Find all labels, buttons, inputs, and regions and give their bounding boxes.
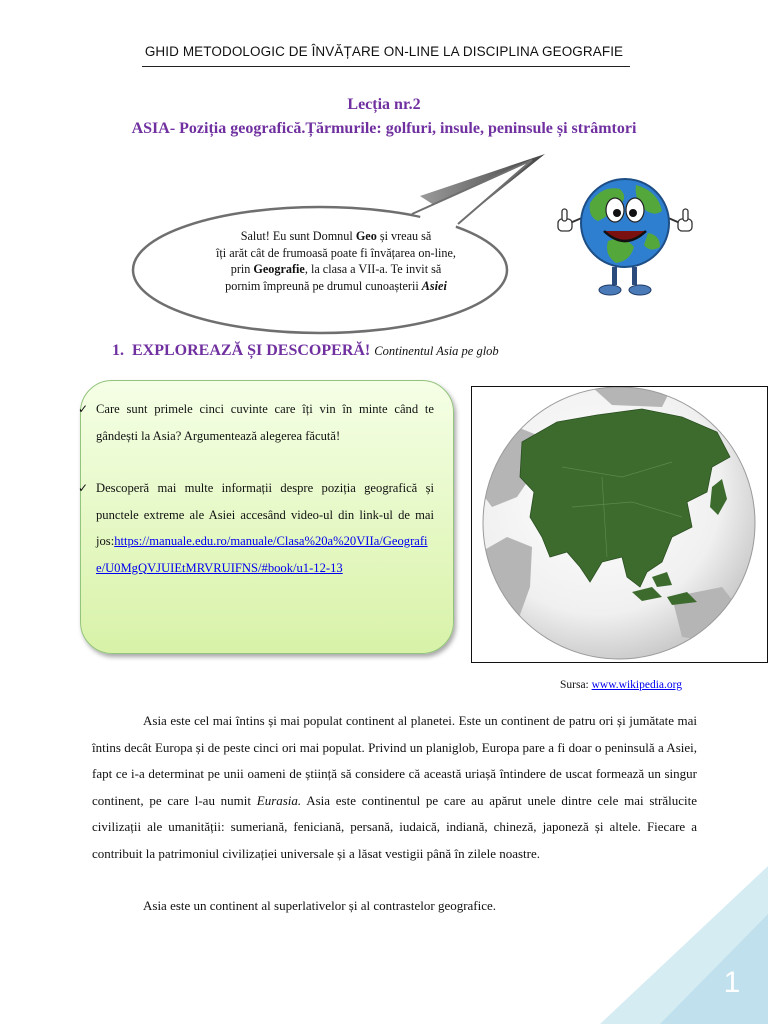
body-paragraph: Asia este un continent al superlativelor și al contrastelor geografice. (143, 898, 497, 913)
section-subtitle: Continentul Asia pe glob (374, 344, 499, 358)
body-paragraph: Asia este cel mai întins și mai populat continent al planetei. Este un continent de patru ori și jumătate mai întins decât Europa și de peste cinci ori mai populat. Privind un planiglob, Europa pare a fi doar o peninsulă a Asiei, fapt ce i-a determinat pe unii oameni de știință să considere că această uriașă întindere de uscat formează un singur continent, pe care l-au numit Eurasia. Asia este continentul pe care au apărut unele dintre cele mai strălucite civilizații ale umanității: sumeriană, feniciană, persană, iudaică, indiană, chineză, japoneză și altele. Fiecare a contribuit la patrimoniul civilizației universale și a lăsat vestigii până în zilele noastre. (92, 713, 697, 861)
globe-map-icon (472, 387, 766, 661)
task-item: ✓ Care sunt primele cinci cuvinte care îți vin în minte când te gândești la Asia? Argumentează alegerea făcută! (96, 396, 434, 449)
section-title: 1. EXPLOREAZĂ ȘI DESCOPERĂ! Continentul Asia pe glob (112, 342, 499, 359)
mascot-name: Geo (355, 229, 377, 243)
task-item: ✓ Descoperă mai multe informații despre poziția geografică și punctele extreme ale Asiei accesând video-ul din link-ul de mai jos:https://manuale.edu.ro/manuale/Clasa%20a%20VIIa/Geografie/U0MgQVJUIEtMRVRUIFNS/#book/u1-12-13 (96, 475, 434, 581)
header-divider (142, 66, 630, 67)
image-source: Sursa: www.wikipedia.org (560, 679, 683, 691)
page-number: 1 (723, 966, 741, 999)
globe-mascot-icon (550, 155, 700, 305)
checkmark-icon: ✓ (78, 481, 89, 495)
video-link[interactable]: https://manuale.edu.ro/manuale/Clasa%20a%20VIIa/Geografie/U0MgQVJUIEtMRVRUIFNS/#book/u1-12-13 (96, 534, 428, 575)
source-link[interactable]: www.wikipedia.org (591, 679, 683, 691)
checkmark-icon: ✓ (78, 402, 89, 416)
page-corner-decoration (600, 866, 768, 1024)
lesson-number: Lecția nr.2 (347, 96, 421, 113)
asia-globe-image (471, 386, 768, 663)
document-header: GHID METODOLOGIC DE ÎNVĂȚARE ON-LINE LA DISCIPLINA GEOGRAFIE (144, 44, 624, 59)
lesson-title: ASIA- Poziția geografică.Țărmurile: golfuri, insule, peninsule și strâmtori (131, 120, 637, 137)
speech-bubble-text: Salut! Eu sunt Domnul Geo și vreau să îți arăt cât de frumoasă poate fi învățarea on-line, prin Geografie, la clasa a VII-a. Te invit să pornim împreună pe drumul cunoașterii Asiei (216, 229, 456, 293)
